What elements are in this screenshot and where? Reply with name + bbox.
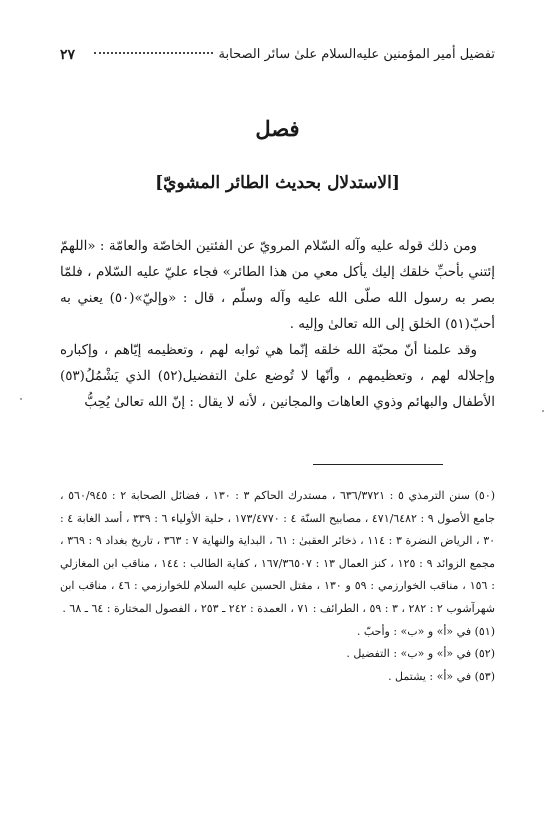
main-text: [60, 234, 495, 416]
footnotes: [60, 485, 495, 688]
running-header-title: تفضيل أمير المؤمنين عليه‌السلام علىٰ سائر الصحابة: [218, 47, 495, 62]
margin-speck: [20, 398, 22, 400]
running-header: [60, 44, 495, 66]
footnote-50: (٥٠) سنن الترمذي ٥ : ٦٣٦/٣٧٢١ ، مستدرك الحاكم ٣ : ١٣٠ ، فضائل الصحابة ٢ : ٥٦٠/٩٤٥ ، جامع الأصول ٩ : ٤٧١/٦٤٨٢ ، مصابيح السنّة ٤ : ١٧٣/٤٧٧٠ ، حلية الأولياء ٦ : ٣٣٩ ، أسد الغابة ٤ : ٣٠ ، الرياض النضرة ٣ : ١١٤ ، ذخائر العقبىٰ : ٦١ ، البداية والنهاية ٧ : ٣٦٣ ، تاريخ بغداد ٩ : ٣٦٩ ، مجمع الزوائد ٩ : ١٢٥ ، كنز العمال ١٣ : ١٦٧/٣٦٥٠٧ ، كفاية الطالب : ١٤٤ ، مناقب ابن المغازلي : ١٥٦ ، مناقب الخوارزمي : ٥٩ و ١٣٠ ، مقتل الحسين عليه السلام للخوارزمي : ٤٦ ، مناقب ابن شهرآشوب ٢ : ٢٨٢ ، ٣ : ٥٩ ، الطرائف : ٧١ ، العمدة : ٢٤٢ ـ ٢٥٣ ، الفصول المختارة : ٦٤ ـ ٦٨ .: [60, 489, 496, 615]
paragraph-1: ومن ذلك قوله عليه وآله السّلام المرويّ عن الفئتين الخاصّة والعامّة : «اللهمّ إئتني بأحبِّ خلقك إليك يأكل معي من هذا الطائر» فجاء عليّ عليه السّلام ، فلمّا بصر به رسول الله صلّى الله عليه وآله وسلّم ، قال : «وإليّ»(٥٠) يعني به أحبّ(٥١) الخلق إلى الله تعالىٰ وإليه .: [60, 239, 495, 332]
footnote-separator: [313, 464, 443, 465]
footnote-52: (٥٢) في «أ» و «ب» : التفضيل .: [346, 647, 495, 661]
chapter-title: فصل: [255, 116, 300, 141]
footnote-53: (٥٣) في «أ» : يشتمل .: [388, 669, 495, 683]
section-title: [الاستدلال بحديث الطائر المشويّ]: [155, 173, 400, 193]
dot-leader: [94, 52, 213, 54]
margin-speck: [542, 410, 544, 412]
footnote-51: (٥١) في «أ» و «ب» : وأحبّ .: [356, 624, 495, 638]
paragraph-2: وقد علمنا أنّ محبّة الله خلقه إنّما هي ثوابه لهم ، وتعظيمه إيّاهم ، وإكباره وإجلاله لهم ، وتعظيمهم ، وأنّها لا تُوضع علىٰ التفضيل(٥٢) الذي يَشْمُلُ(٥٣) الأطفال والبهائم وذوي العاهات والمجانين ، لأنه لا يقال : إنّ الله تعالىٰ يُحِبُّ: [60, 343, 495, 410]
page-number: ٢٧: [60, 47, 76, 63]
